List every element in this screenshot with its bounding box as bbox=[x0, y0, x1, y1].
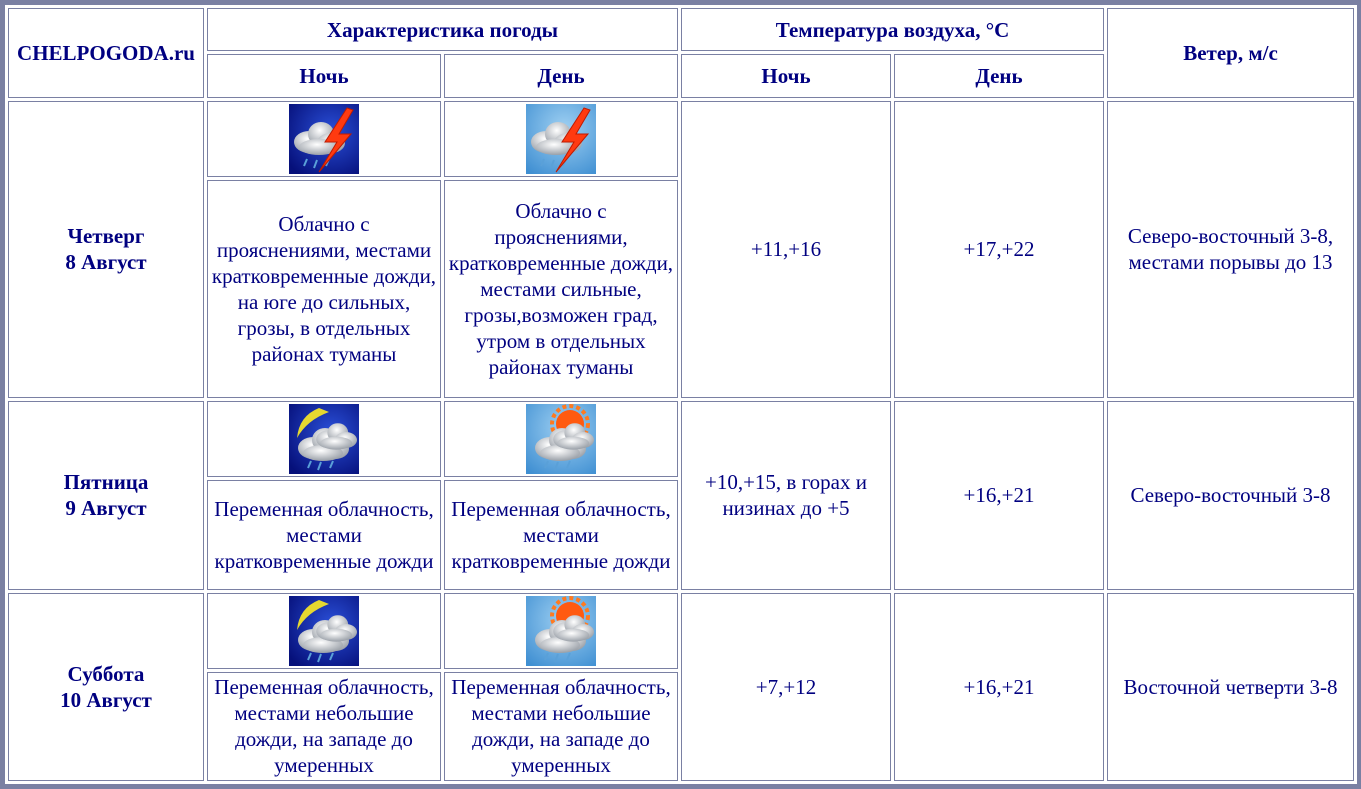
date-label: 9 Август bbox=[65, 496, 147, 521]
day-description: Переменная облачность, местами кратковременные дожди bbox=[444, 480, 678, 589]
night-icon-cell bbox=[207, 401, 441, 477]
day-sun-clouds-rain-icon bbox=[526, 596, 596, 666]
night-description: Переменная облачность, местами небольшие дожди, на западе до умеренных bbox=[207, 672, 441, 781]
header-air-temperature: Температура воздуха, °С bbox=[681, 8, 1104, 51]
wind-cell: Северо-восточный 3-8 bbox=[1107, 401, 1354, 589]
temp-day-cell: +17,+22 bbox=[894, 101, 1104, 399]
date-label: 8 Август bbox=[65, 250, 147, 275]
night-thunderstorm-rain-icon bbox=[289, 104, 359, 174]
forecast-row-friday bbox=[8, 401, 1354, 477]
day-icon-cell bbox=[444, 401, 678, 477]
weekday-label: Суббота bbox=[67, 661, 145, 686]
header-temp-night: Ночь bbox=[681, 54, 891, 97]
day-icon-cell bbox=[444, 101, 678, 177]
night-icon-cell bbox=[207, 101, 441, 177]
date-cell bbox=[8, 101, 204, 399]
night-icon-cell bbox=[207, 593, 441, 669]
night-description: Облачно с прояснениями, местами кратковременные дожди, на юге до сильных, грозы, в отдельных районах туманы bbox=[207, 180, 441, 398]
temp-night-cell: +11,+16 bbox=[681, 101, 891, 399]
date-label: 10 Август bbox=[60, 687, 152, 712]
temp-night-cell: +7,+12 bbox=[681, 593, 891, 781]
weekday-label: Четверг bbox=[67, 224, 145, 249]
header-weather-characteristics: Характеристика погоды bbox=[207, 8, 678, 51]
temp-day-cell: +16,+21 bbox=[894, 593, 1104, 781]
night-moon-clouds-rain-icon bbox=[289, 596, 359, 666]
day-icon-cell bbox=[444, 593, 678, 669]
forecast-row-thursday bbox=[8, 101, 1354, 177]
wind-cell: Восточной четверти 3-8 bbox=[1107, 593, 1354, 781]
date-cell bbox=[8, 401, 204, 589]
day-thunderstorm-rain-icon bbox=[526, 104, 596, 174]
wind-cell: Северо-восточный 3-8, местами порывы до 13 bbox=[1107, 101, 1354, 399]
day-sun-clouds-rain-icon bbox=[526, 404, 596, 474]
header-temp-day: День bbox=[894, 54, 1104, 97]
night-moon-clouds-rain-icon bbox=[289, 404, 359, 474]
brand-label: CHELPOGODA.ru bbox=[17, 40, 195, 65]
night-description: Переменная облачность, местами кратковременные дожди bbox=[207, 480, 441, 589]
temp-day-cell: +16,+21 bbox=[894, 401, 1104, 589]
forecast-row-saturday bbox=[8, 593, 1354, 669]
temp-night-cell: +10,+15, в горах и низинах до +5 bbox=[681, 401, 891, 589]
weekday-label: Пятница bbox=[63, 470, 149, 495]
header-wind: Ветер, м/с bbox=[1107, 8, 1354, 98]
site-brand bbox=[8, 8, 204, 98]
day-description: Переменная облачность, местами небольшие дожди, на западе до умеренных bbox=[444, 672, 678, 781]
day-description: Облачно с прояснениями, кратковременные дожди, местами сильные, грозы,возможен град, утром в отдельных районах туманы bbox=[444, 180, 678, 398]
header-char-night: Ночь bbox=[207, 54, 441, 97]
date-cell bbox=[8, 593, 204, 781]
header-char-day: День bbox=[444, 54, 678, 97]
